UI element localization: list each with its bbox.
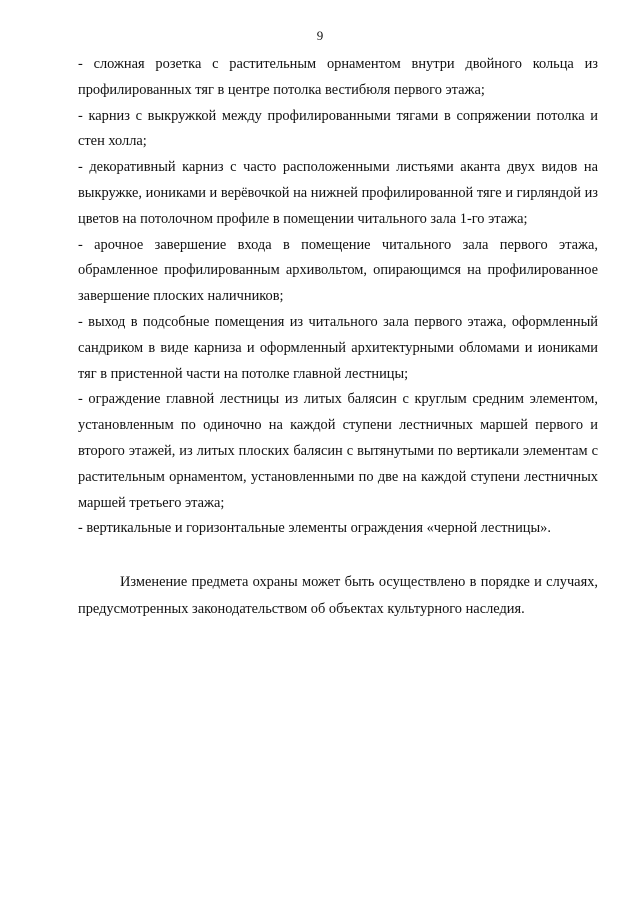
list-item: - выход в подсобные помещения из читального зала первого этажа, оформленный сандриком в виде карниза и оформленный архитектурными обломами и иониками тяг в пристенной части на потолке главной лестницы; (78, 313, 598, 382)
document-body (78, 52, 598, 622)
list-item: - карниз с выкружкой между профилированными тягами в сопряжении потолка и стен холла; (78, 107, 598, 150)
list-item: - ограждение главной лестницы из литых балясин с круглым средним элементом, установленным по одиночно на каждой ступени лестничных маршей первого и второго этажей, из литых плоских балясин с вытянутыми по вертикали элементам с растительным орнаментом, установленными по две на каждой ступени лестничных маршей третьего этажа; (78, 391, 598, 511)
list-item: - арочное завершение входа в помещение читального зала первого этажа, обрамленное профилированным архивольтом, опирающимся на профилированное завершение плоских наличников; (78, 236, 598, 305)
list-item: - вертикальные и горизонтальные элементы ограждения «черной лестницы». (78, 520, 551, 537)
list-item: - сложная розетка с растительным орнаментом внутри двойного кольца из профилированных тяг в центре потолка вестибюля первого этажа; (78, 56, 598, 98)
closing-paragraph: Изменение предмета охраны может быть осуществлено в порядке и случаях, предусмотренных законодательством об объектах культурного наследия. (78, 574, 598, 617)
page-number: 9 (316, 28, 324, 43)
list-item: - декоративный карниз с часто расположенными листьями аканта двух видов на выкружке, иониками и верёвочкой на нижней профилированной тяге и гирляндой из цветов на потолочном профиле в помещении читального зала 1-го этажа; (78, 159, 598, 227)
paragraph-spacer (78, 542, 598, 569)
